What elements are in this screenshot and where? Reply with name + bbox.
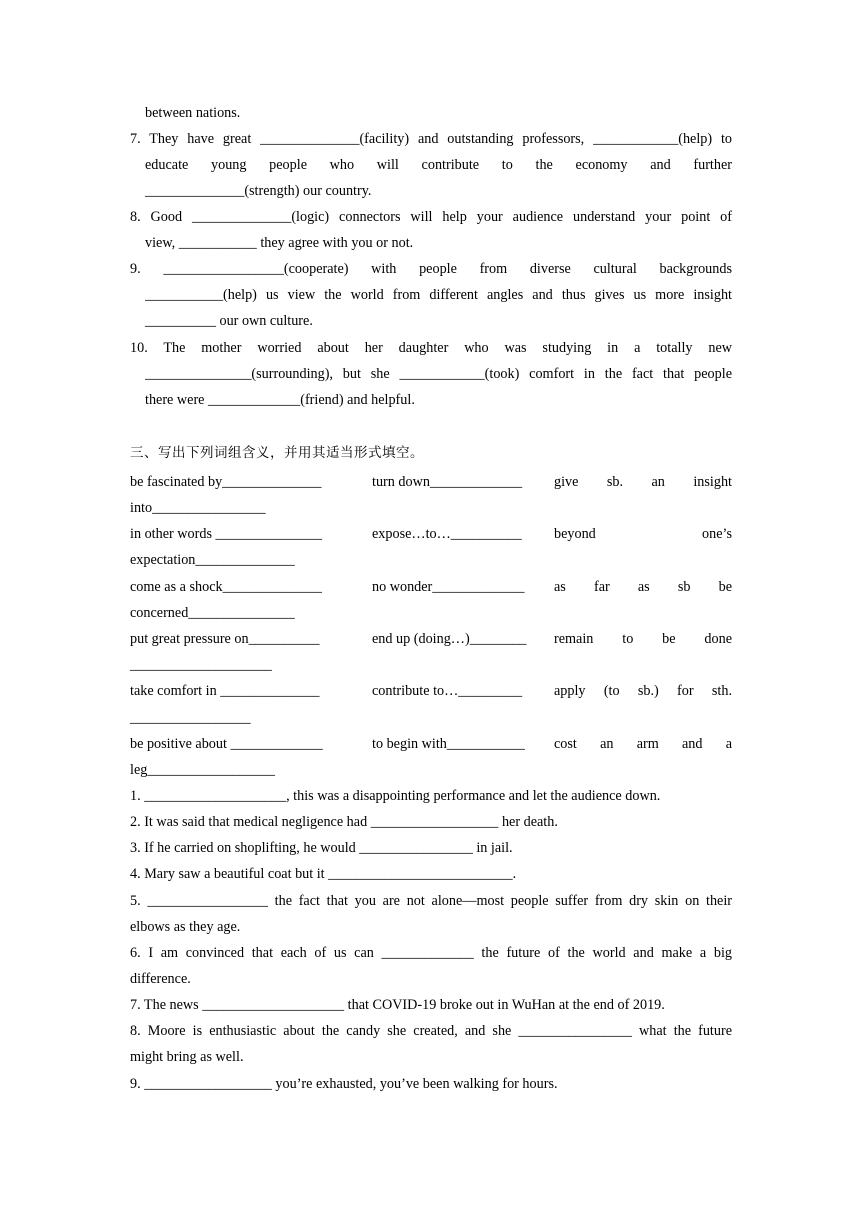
exercise-line: 9. _________________(cooperate) with people from diverse cultural backgrounds (130, 261, 732, 277)
phrase-cell: to begin with___________ (372, 736, 525, 752)
exercise-line: ______________(strength) our country. (145, 183, 372, 199)
phrase-cell: expose…to…__________ (372, 526, 522, 542)
exercise-line: 7. They have great ______________(facility) and outstanding professors, ____________(help) to (130, 131, 732, 147)
phrase-cell: remain to be done (554, 631, 732, 647)
phrase-row (130, 678, 732, 704)
phrase-continuation: expectation______________ (130, 552, 295, 568)
exercise-line: 6. I am convinced that each of us can _____________ the future of the world and make a big (130, 945, 732, 961)
phrase-cell: beyond one’s (554, 526, 732, 542)
exercise-line: there were _____________(friend) and helpful. (145, 392, 415, 408)
exercise-line: 10. The mother worried about her daughter who was studying in a totally new (130, 340, 732, 356)
phrase-cell: as far as sb be (554, 579, 732, 595)
phrase-cell: no wonder_____________ (372, 579, 525, 595)
phrase-continuation: leg__________________ (130, 762, 276, 778)
exercise-line: 1. ____________________, this was a disappointing performance and let the audience down. (130, 788, 661, 804)
phrase-row (130, 574, 732, 600)
exercise-line: 8. Good ______________(logic) connectors will help your audience understand your point of (130, 209, 732, 225)
phrase-continuation: _________________ (130, 710, 251, 726)
phrase-row (130, 521, 732, 547)
phrase-cell: be positive about _____________ (130, 736, 323, 752)
exercise-line: between nations. (145, 105, 241, 121)
exercise-line: might bring as well. (130, 1049, 244, 1065)
phrase-cell: end up (doing…)________ (372, 631, 527, 647)
exercise-line: __________ our own culture. (145, 313, 313, 329)
phrase-cell: give sb. an insight (554, 474, 732, 490)
phrase-cell: in other words _______________ (130, 526, 322, 542)
phrase-continuation: concerned_______________ (130, 605, 295, 621)
exercise-line: 7. The news ____________________ that COVID-19 broke out in WuHan at the end of 2019. (130, 997, 665, 1013)
exercise-line: 9. __________________ you’re exhausted, you’ve been walking for hours. (130, 1076, 558, 1092)
phrase-continuation: into________________ (130, 500, 266, 516)
exercise-line: educate young people who will contribute to the economy and further (145, 157, 732, 173)
section-heading: 三、写出下列词组含义，并用其适当形式填空。 (130, 445, 424, 461)
exercise-line: 2. It was said that medical negligence had __________________ her death. (130, 814, 558, 830)
phrase-cell: be fascinated by______________ (130, 474, 322, 490)
phrase-row (130, 469, 732, 495)
exercise-line: 3. If he carried on shoplifting, he would ________________ in jail. (130, 840, 513, 856)
phrase-row (130, 626, 732, 652)
exercise-line: elbows as they age. (130, 919, 241, 935)
phrase-cell: turn down_____________ (372, 474, 523, 490)
phrase-cell: apply (to sb.) for sth. (554, 683, 732, 699)
exercise-line: 5. _________________ the fact that you are not alone—most people suffer from dry skin on their (130, 893, 732, 909)
exercise-line: difference. (130, 971, 191, 987)
phrase-cell: contribute to…_________ (372, 683, 523, 699)
phrase-cell: come as a shock______________ (130, 579, 322, 595)
exercise-line: 8. Moore is enthusiastic about the candy she created, and she ________________ what the future (130, 1023, 732, 1039)
phrase-continuation: ____________________ (130, 657, 272, 673)
phrase-cell: take comfort in ______________ (130, 683, 320, 699)
phrase-cell: cost an arm and a (554, 736, 732, 752)
phrase-cell: put great pressure on__________ (130, 631, 320, 647)
exercise-line: view, ___________ they agree with you or not. (145, 235, 414, 251)
exercise-line: ___________(help) us view the world from different angles and thus gives us more insight (145, 287, 732, 303)
exercise-line: 4. Mary saw a beautiful coat but it __________________________. (130, 866, 517, 882)
phrase-row (130, 731, 732, 757)
exercise-line: _______________(surrounding), but she ____________(took) comfort in the fact that people (145, 366, 732, 382)
